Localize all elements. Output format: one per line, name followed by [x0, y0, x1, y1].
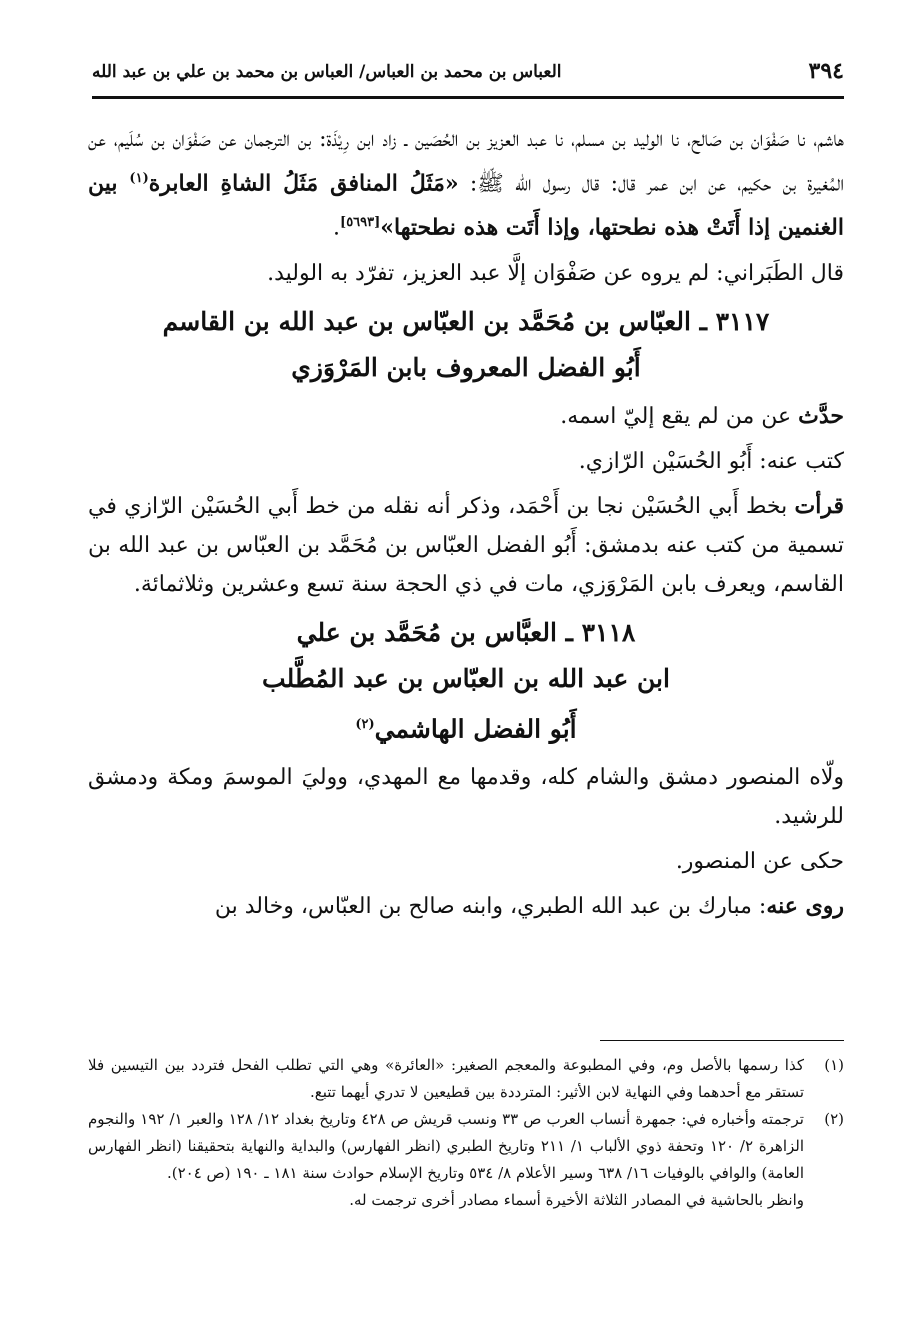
lead-word: حدَّث [798, 402, 844, 429]
paragraph-wallahu: ولّاه المنصور دمشق والشام كله، وقدمها مع المهدي، ووليَ الموسمَ ومكة ودمشق للرشيد. [88, 764, 844, 829]
header-rule [92, 96, 844, 99]
footnote-2 [88, 1106, 844, 1187]
paragraph-haka: حكى عن المنصور. [675, 848, 844, 874]
footnotes [88, 1052, 844, 1214]
entry-3117-kunya: أَبُو الفضل المعروف بابن المَرْوَزي [291, 352, 641, 382]
paragraph-haddath: حدَّث عن من لم يقع إليّ اسمه. [560, 402, 844, 429]
paragraph-kataba: كتب عنه: أَبُو الحُسَيْن الرّازي. [578, 448, 844, 474]
hadith-number: [٥٦٩٣] [340, 215, 381, 231]
page-header [92, 52, 844, 92]
footnote-2-text: ترجمته وأخباره في: جمهرة أنساب العرب ص ٣٣ ونسب قريش ص ٤٢٨ وتاريخ بغداد ١٢/ ١٢٨ والعبر ١/ ١٩٢ والنجوم الزاهرة ٢/ ١٢٠ وتحفة ذوي الألباب ١/ ٢١١ وتاريخ الطبري (انظر الفهارس) والبداية والنهاية بتحقيقنا (انظر الفهارس العامة) والوافي بالوفيات ١٦/ ٦٣٨ وسير الأعلام ٨/ ٥٣٤ وتاريخ الإسلام حوادث سنة ١٨١ ـ ١٩٠ (ص ٢٠٤). [88, 1110, 804, 1182]
footnote-1-text: كذا رسمها بالأصل وم، وفي المطبوعة والمعجم الصغير: «العائرة» وهي التي تطلب الفحل فتردد بين التيسين فلا تستقر مع أحدهما وفي النهاية لابن الأثير: المترددة بين قطيعين لا تدري أيهما تتبع. [88, 1056, 804, 1101]
paragraph-rawa: روى عنه: مبارك بن عبد الله الطبري، وابنه صالح بن العبّاس، وخالد بن [214, 892, 844, 919]
footnote-1 [88, 1052, 844, 1106]
main-text [88, 120, 844, 926]
paragraph-tabarani: قال الطَبَراني: لم يروه عن صَفْوَان إلَّا عبد العزيز، تفرّد به الوليد. [267, 260, 844, 286]
footnote-rule [600, 1040, 844, 1041]
paragraph-hadith: هاشم، نا صَفْوَان بن صَالح، نا الوليد بن مسلم، نا عبد العزيز بن الحُصَين ـ زاد ابن رِيْذَة: بن الترجمان عن صَفْوَان بن سُلَيم، عن المُغيرة بن حكيم، عن ابن عمر قال: قال رسول الله ﷺ: «مَثَلُ المنافق مَثَلُ الشاةِ العابرة$^{(١)}$ بين الغنمين إذا أَتَتْ هذه نطحتها، وإذا أَتَت هذه نطحتها»[٥٦٩٣]. [88, 127, 844, 241]
entry-3117-title: ٣١١٧ ـ العبّاس بن مُحَمَّد بن العبّاس بن عبد الله بن القاسم [162, 306, 770, 336]
lead-word: قرأت [794, 492, 844, 519]
entry-3118-kunya: أَبُو الفضل الهاشمي$^{(٢)}$ [355, 713, 577, 743]
hadith-quote: «مَثَلُ المنافق مَثَلُ الشاةِ العابرة [148, 170, 459, 197]
footnote-ref-1[interactable]: (١) [129, 171, 149, 186]
footnote-2-continuation: وانظر بالحاشية في المصادر الثلاثة الأخيرة أسماء مصادر أخرى ترجمت له. [349, 1191, 804, 1209]
footnote-ref-2[interactable]: (٢) [355, 716, 375, 732]
footnote-1-mark: (١) [824, 1056, 844, 1074]
footnote-2-mark: (٢) [824, 1110, 844, 1128]
page-number: ٣٩٤ [808, 58, 844, 84]
running-title: العباس بن محمد بن العباس/ العباس بن محمد بن علي بن عبد الله [92, 62, 562, 82]
paragraph-qara-tu: قرأت بخط أَبي الحُسَيْن نجا بن أَحْمَد، وذكر أنه نقله من خط أَبي الحُسَيْن الرّازي في تسمية من كتب عنه بدمشق: أَبُو الفضل العبّاس بن مُحَمَّد بن العبّاس بن عبد الله بن القاسم، ويعرف بابن المَرْوَزي، مات في ذي الحجة سنة تسع وعشرين وثلاثمائة. [88, 492, 844, 597]
lead-word: روى عنه [766, 892, 844, 919]
entry-3118-lineage: ابن عبد الله بن العبّاس بن عبد المُطَّلب [262, 663, 670, 693]
entry-3118-title: ٣١١٨ ـ العبَّاس بن مُحَمَّد بن علي [296, 617, 636, 647]
hadith-quote-cont: بين الغنمين إذا أَتَتْ هذه نطحتها، وإذا أَتَت هذه نطحتها» [88, 170, 844, 241]
